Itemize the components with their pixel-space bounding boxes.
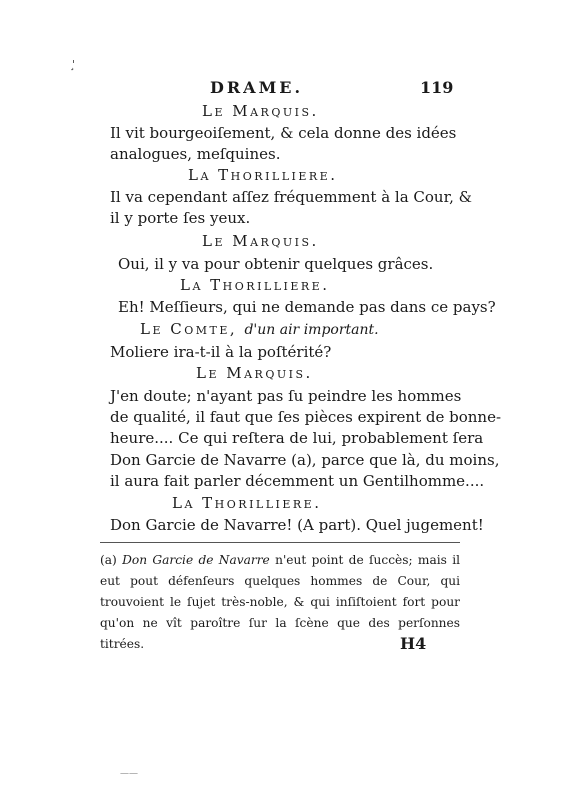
- dialogue-line: Il va cependant aſſez fréquemment à la Cour, &: [110, 188, 473, 206]
- speaker-heading: Le Marquis.: [196, 364, 313, 382]
- dialogue-line: Moliere ira-t-il à la poſtérité?: [110, 343, 332, 361]
- top-left-mark: '̧: [72, 58, 76, 71]
- speaker-heading: Le Marquis.: [202, 102, 319, 120]
- speaker-heading: La Thorilliere.: [188, 166, 338, 184]
- dialogue-line: Oui, il y va pour obtenir quelques grâces.: [118, 255, 434, 273]
- dialogue-line: il y porte ſes yeux.: [110, 209, 251, 227]
- page-number: 119: [420, 78, 454, 97]
- footnote-marker: (a): [100, 553, 117, 567]
- footnote-title: Don Garcie de Navarre: [122, 553, 270, 567]
- dialogue-line: il aura fait parler décemment un Gentilhomme....: [110, 472, 485, 490]
- dialogue-line: de qualité, il faut que ſes pièces expirent de bonne-: [110, 408, 502, 426]
- speaker-heading: La Thorilliere.: [172, 494, 322, 512]
- running-head: DRAME.: [210, 78, 304, 97]
- footnote-rule: [100, 542, 460, 543]
- bottom-scribble: ——: [120, 769, 138, 779]
- signature-mark: H4: [400, 634, 427, 653]
- dialogue-line: Il vit bourgeoiſement, & cela donne des idées: [110, 124, 457, 142]
- dialogue-line: Eh! Meſſieurs, qui ne demande pas dans ce pays?: [118, 298, 496, 316]
- footnote-text: n'eut point de ſuccès; mais il eut pout défenſeurs quelques hommes de Cour, qui trouvoient le ſujet très-noble, & qui inſiſtoient fort pour qu'on ne vît paroître ſur la ſcène que des perſonnes titrées.: [100, 553, 461, 651]
- dialogue-line: heure.... Ce qui reſtera de lui, probablement ſera: [110, 429, 484, 447]
- speaker-heading: La Thorilliere.: [180, 276, 330, 294]
- dialogue-line: analogues, meſquines.: [110, 145, 281, 163]
- stage-direction: d'un air important.: [244, 322, 379, 338]
- dialogue-line: J'en doute; n'ayant pas ſu peindre les hommes: [110, 387, 462, 405]
- speaker-heading: Le Comte, d'un air important.: [140, 320, 379, 338]
- dialogue-line: Don Garcie de Navarre! (A part). Quel jugement!: [110, 516, 484, 534]
- dialogue-line: Don Garcie de Navarre (a), parce que là, du moins,: [110, 451, 500, 469]
- speaker-heading: Le Marquis.: [202, 232, 319, 250]
